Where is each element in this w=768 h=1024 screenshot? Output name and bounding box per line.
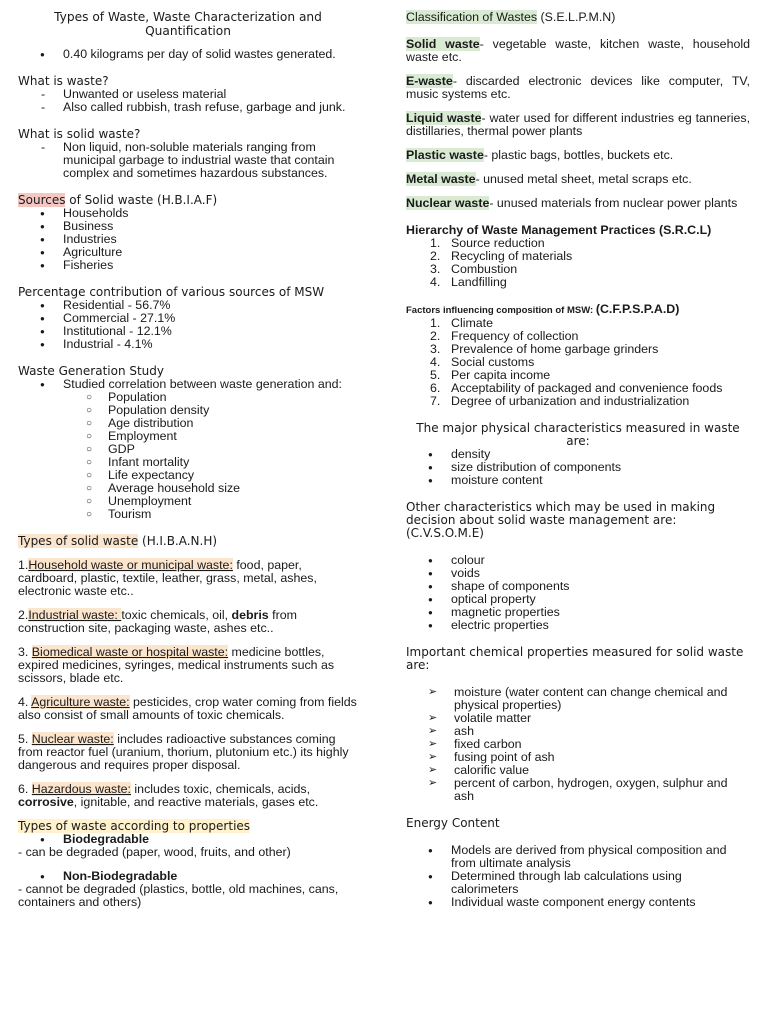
list-item: ● shape of components [406, 580, 750, 593]
list-item: Prevalence of home garbage grinders [451, 342, 659, 356]
list-item: Source reduction [451, 236, 545, 250]
generation-study-list [18, 378, 358, 391]
list-item: ● Determined through lab calculations using calorimeters [406, 870, 750, 896]
hierarchy-list [406, 237, 750, 289]
class-label: E-waste [406, 74, 453, 88]
list-item: ● Industries [18, 233, 358, 246]
item-number: 1. [18, 558, 29, 572]
list-item: Frequency of collection [451, 329, 579, 343]
list-item: ● Business [18, 220, 358, 233]
generation-study-sublist [18, 391, 358, 521]
list-item: ● voids [406, 567, 750, 580]
what-is-waste-list [18, 88, 358, 114]
type-label: Hazardous waste: [31, 782, 131, 796]
classification-item-plastic [406, 149, 750, 162]
class-text: - unused metal sheet, metal scraps etc. [475, 172, 692, 186]
list-item: - Also called rubbish, trash refuse, garbage and junk. [18, 101, 358, 114]
item-number: 6. [18, 782, 29, 796]
list-item: ● Institutional - 12.1% [18, 325, 358, 338]
section-heading: What is solid waste? [18, 127, 141, 141]
classification-item-ewaste [406, 75, 750, 101]
heading-code: (C.F.P.S.P.A.D) [595, 302, 680, 316]
type-label: Biomedical waste or hospital waste: [31, 645, 229, 659]
list-item: ○ Unemployment [18, 495, 358, 508]
section-heading [18, 535, 358, 548]
section-heading: Waste Generation Study [18, 364, 165, 378]
type-text: medicine bottles, expired medicines, syringes, medical instruments such as scissors, blade etc. [18, 645, 335, 685]
list-item: ● Agriculture [18, 246, 358, 259]
highlight: Types of waste according to properties [18, 819, 251, 833]
list-item: ● density [406, 448, 750, 461]
type-label: Nuclear waste: [31, 732, 114, 746]
class-text: - plastic bags, bottles, buckets etc. [483, 148, 674, 162]
list-item: Climate [451, 316, 493, 330]
highlight: Classification of Wastes [406, 10, 538, 24]
type-item-industrial [18, 609, 358, 635]
heading-text: Factors influencing composition of MSW: [406, 305, 596, 316]
list-item: ● Residential - 56.7% [18, 299, 358, 312]
list-item: ○ Average household size [18, 482, 358, 495]
section-heading: Hierarchy of Waste Management Practices (S.R.C.L) [406, 223, 712, 237]
list-item: ● Non-Biodegradable [18, 870, 358, 883]
section-heading [406, 303, 750, 317]
list-item: ○ Life expectancy [18, 469, 358, 482]
type-text: toxic chemicals, oil, [121, 608, 232, 622]
list-item: ● Fisheries [18, 259, 358, 272]
classification-item-nuclear [406, 197, 750, 210]
sources-list [18, 207, 358, 272]
section-heading: The major physical characteristics measured in waste are: [416, 421, 740, 448]
section-heading: Important chemical properties measured for solid waste are: [406, 645, 744, 672]
section-heading: Other characteristics which may be used in making decision about solid waste management are: (C.V.S.O.M.E) [406, 500, 716, 540]
list-item: ○ Population [18, 391, 358, 404]
type-text: pesticides, crop water coming from fields also consist of small amounts of toxic chemicals. [18, 695, 357, 722]
percentage-list [18, 299, 358, 351]
left-column [18, 10, 358, 909]
list-item: ● Individual waste component energy contents [406, 896, 750, 909]
classification-item-liquid [406, 112, 750, 138]
factors-list [406, 317, 750, 408]
what-is-solid-waste-list [18, 141, 358, 180]
energy-list [406, 844, 750, 909]
type-text: food, paper, cardboard, plastic, textile, leather, grass, metal, ashes, electronic waste etc.. [18, 558, 317, 598]
class-label: Nuclear waste [406, 196, 490, 210]
type-text: includes toxic, chemicals, acids, [130, 782, 311, 796]
heading-text: of Solid waste (H.B.I.A.F) [65, 193, 218, 207]
type-item-biomedical [18, 646, 358, 685]
list-item: Social customs [451, 355, 535, 369]
list-item: ➢ moisture (water content can change chemical and physical properties) [406, 686, 750, 712]
list-item: Landfilling [451, 275, 507, 289]
other-list [406, 554, 750, 632]
list-item: Combustion [451, 262, 518, 276]
list-item: ● size distribution of components [406, 461, 750, 474]
list-item: ➢ ash [406, 725, 750, 738]
list-item: Recycling of materials [451, 249, 573, 263]
list-item: ● Households [18, 207, 358, 220]
list-item: Degree of urbanization and industrialization [451, 394, 690, 408]
list-item: ○ Infant mortality [18, 456, 358, 469]
type-text: includes radioactive substances coming from reactor fuel (uranium, thorium, plutonium etc.) its highly dangerous and requires proper disposal. [18, 732, 349, 772]
list-item: ○ GDP [18, 443, 358, 456]
section-heading: What is waste? [18, 74, 109, 88]
class-text: - unused materials from nuclear power plants [489, 196, 738, 210]
list-item: ➢ fixed carbon [406, 738, 750, 751]
list-item: ● Models are derived from physical composition and from ultimate analysis [406, 844, 750, 870]
list-item: Per capita income [451, 368, 551, 382]
type-text: , ignitable, and reactive materials, gases etc. [73, 795, 319, 809]
right-column [406, 10, 750, 909]
class-label: Liquid waste [406, 111, 482, 125]
list-item: ➢ volatile matter [406, 712, 750, 725]
classification-item-solid [406, 38, 750, 64]
biodegradable-list [18, 833, 358, 846]
section-heading: Percentage contribution of various sources of MSW [18, 285, 325, 299]
list-item: ● Commercial - 27.1% [18, 312, 358, 325]
item-number: 5. [18, 732, 29, 746]
type-item-hazardous [18, 783, 358, 809]
highlight: Sources [18, 193, 66, 207]
class-text: - water used for different industries eg tanneries, distillaries, thermal power plants [406, 111, 751, 138]
intro-list [18, 48, 358, 61]
list-item: ● 0.40 kilograms per day of solid wastes generated. [18, 48, 358, 61]
list-item: ● Industrial - 4.1% [18, 338, 358, 351]
highlight: Types of solid waste [18, 534, 139, 548]
list-item: ○ Population density [18, 404, 358, 417]
non-biodegradable-list [18, 870, 358, 883]
physical-list [406, 448, 750, 487]
list-item: ● moisture content [406, 474, 750, 487]
type-text: from construction site, packaging waste, ashes etc.. [18, 608, 297, 635]
heading-text: (S.E.L.P.M.N) [537, 10, 616, 24]
class-text: - vegetable waste, kitchen waste, household waste etc. [406, 37, 750, 64]
list-item: ● colour [406, 554, 750, 567]
section-heading [406, 10, 750, 24]
list-item: - Unwanted or useless material [18, 88, 358, 101]
section-heading: Energy Content [406, 816, 500, 830]
type-text-bold: corrosive [18, 795, 74, 809]
type-item-household [18, 559, 358, 598]
list-item: ● Biodegradable [18, 833, 358, 846]
list-item: ➢ fusing point of ash [406, 751, 750, 764]
classification-item-metal [406, 173, 750, 186]
item-number: 2. [18, 608, 29, 622]
type-item-agriculture [18, 696, 358, 722]
list-item: ➢ percent of carbon, hydrogen, oxygen, sulphur and ash [406, 777, 750, 803]
class-text: - discarded electronic devices like computer, TV, music systems etc. [406, 74, 750, 101]
list-item: - Non liquid, non-soluble materials ranging from municipal garbage to industrial waste that contain complex and sometimes hazardous substances. [18, 141, 358, 180]
list-item: Acceptability of packaged and convenience foods [451, 381, 723, 395]
list-item: ● optical property [406, 593, 750, 606]
type-label: Agriculture waste: [31, 695, 130, 709]
list-item: ● magnetic properties [406, 606, 750, 619]
type-item-nuclear [18, 733, 358, 772]
list-item: ➢ calorific value [406, 764, 750, 777]
list-item: ● Studied correlation between waste generation and: [18, 378, 358, 391]
type-text-bold: debris [231, 608, 269, 622]
type-label: Household waste or municipal waste: [28, 558, 233, 572]
type-label: Industrial waste: [28, 608, 122, 622]
list-item: ○ Employment [18, 430, 358, 443]
biodegradable-desc: - can be degraded (paper, wood, fruits, and other) [18, 845, 291, 859]
item-number: 4. [18, 695, 29, 709]
class-label: Solid waste [406, 37, 480, 51]
list-item: ● electric properties [406, 619, 750, 632]
chemical-list [406, 686, 750, 803]
list-item: ○ Age distribution [18, 417, 358, 430]
non-biodegradable-desc: - cannot be degraded (plastics, bottle, old machines, cans, containers and others) [18, 882, 339, 909]
list-item: ○ Tourism [18, 508, 358, 521]
class-label: Metal waste [406, 172, 476, 186]
page-title: Types of Waste, Waste Characterization and Quantification [54, 10, 322, 38]
heading-text: (H.I.B.A.N.H) [138, 534, 218, 548]
item-number: 3. [18, 645, 29, 659]
class-label: Plastic waste [406, 148, 484, 162]
